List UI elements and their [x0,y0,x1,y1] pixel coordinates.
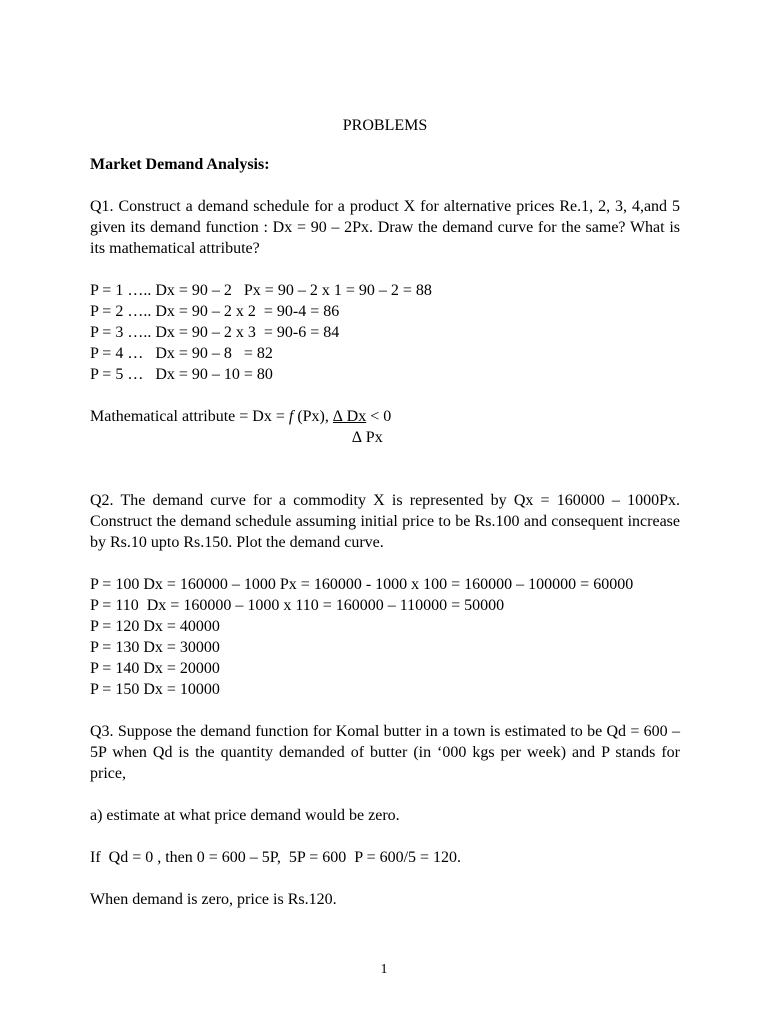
section-heading: Market Demand Analysis: [90,156,270,173]
q1-line: P = 4 … Dx = 90 – 8 = 82 [90,345,273,362]
page-title: PROBLEMS [342,117,428,134]
q2-line: P = 130 Dx = 30000 [90,639,220,656]
attribute-denominator: ∆ Px [352,429,383,446]
q1-solution [90,280,680,385]
q2-line: P = 120 Dx = 40000 [90,618,220,635]
attribute-mid: (Px), [293,408,333,425]
q1-line: P = 2 ….. Dx = 90 – 2 x 2 = 90-4 = 86 [90,303,340,320]
q3-question: Q3. Suppose the demand function for Komal butter in a town is estimated to be Qd = 600 – 5P when Qd is the quantity demanded of butter (in ‘000 kgs per week) and P stands for price, [90,723,680,782]
q1-line: P = 1 ….. Dx = 90 – 2 Px = 90 – 2 x 1 = 90 – 2 = 88 [90,282,432,299]
q2-first-line: P = 100 Dx = 160000 – 1000 Px = 160000 - 1000 x 100 = 160000 – 100000 = 60000 [90,576,634,593]
q1-attribute [90,406,680,448]
attribute-function-symbol: f [288,408,294,425]
q1-line: P = 3 ….. Dx = 90 – 2 x 3 = 90-6 = 84 [90,324,340,341]
page-number: 1 [380,962,388,977]
attribute-numerator: ∆ Dx [332,408,367,425]
q3-conclusion: When demand is zero, price is Rs.120. [90,891,337,908]
q2-question: Q2. The demand curve for a commodity X is represented by Qx = 160000 – 1000Px. Construct the demand schedule assuming initial price to be Rs.100 and consequent increase by Rs.10 upto Rs.150. Plot the demand curve. [90,492,680,551]
q3-part-a: a) estimate at what price demand would be zero. [90,807,400,824]
q2-line: P = 150 Dx = 10000 [90,681,220,698]
q1-question: Q1. Construct a demand schedule for a product X for alternative prices Re.1, 2, 3, 4,and 5 given its demand function : Dx = 90 – 2Px. Draw the demand curve for the same? What is its mathematical attribute? [90,198,680,257]
q3-solution: If Qd = 0 , then 0 = 600 – 5P, 5P = 600 P = 600/5 = 120. [90,849,462,866]
q2-solution [90,574,680,700]
attribute-prefix: Mathematical attribute = Dx = [90,408,289,425]
q2-line: P = 140 Dx = 20000 [90,660,220,677]
document-body [90,115,680,931]
attribute-formula [90,406,680,427]
q1-line: P = 5 … Dx = 90 – 10 = 80 [90,366,273,383]
q2-line: P = 110 Dx = 160000 – 1000 x 110 = 160000 – 110000 = 50000 [90,597,505,614]
attribute-suffix: < 0 [366,408,392,425]
